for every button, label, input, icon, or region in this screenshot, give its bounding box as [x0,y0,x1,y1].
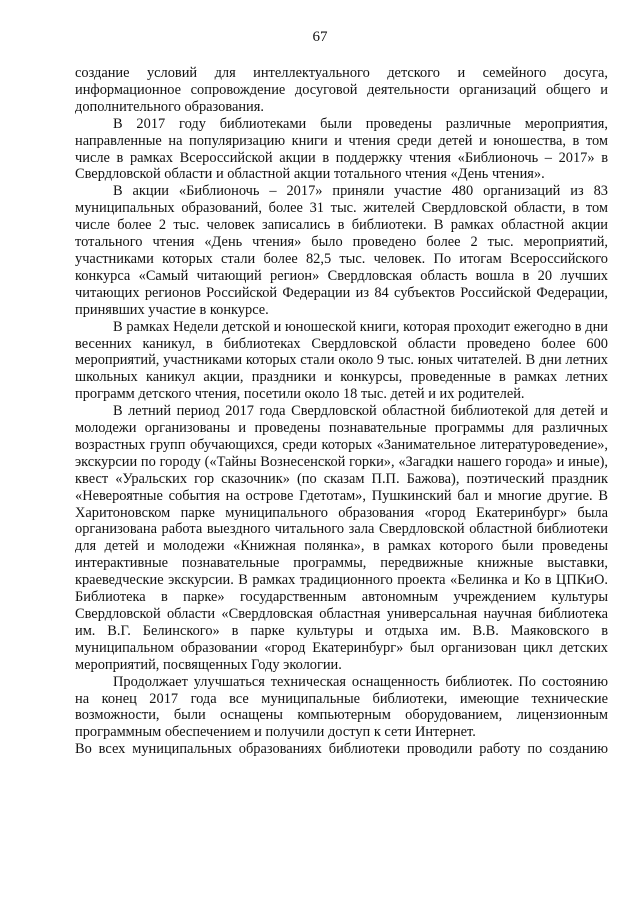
paragraph-3: В акции «Библионочь – 2017» приняли участие 480 организаций из 83 муниципальных образований, более 31 тыс. жителей Свердловской области, в том числе более 2 тыс. человек записались в библиотеки. В рамках областной акции тотального чтения «День чтения» было проведено более 2 тыс. мероприятий, участниками которых стали более 82,5 тыс. человек. По итогам Всероссийского конкурса «Самый читающий регион» Свердловская область вошла в 20 лучших читающих регионов Российской Федерации из 84 субъектов Российской Федерации, принявших участие в конкурсе. [75,183,608,318]
page-number: 67 [312,29,328,45]
paragraph-2: В 2017 году библиотеками были проведены различные мероприятия, направленные на популяризацию книги и чтения среди детей и юношества, в том числе в рамках Всероссийской акции в поддержку чтения «Библионочь – 2017» в Свердловской области и областной акции тотального чтения «День чтения». [75,115,608,183]
paragraph-5: В летний период 2017 года Свердловской областной библиотекой для детей и молодежи организованы и проведены познавательные программы для различных возрастных групп обучающихся, среди которых «Занимательное литературоведение», экскурсии по городу («Тайны Вознесенской горки», «Загадки нашего города» и иные), квест «Уральских гор сказочник» (по сказам П.П. Бажова), поэтический праздник «Невероятные события на острове Гдетотам», Пушкинский бал и многие другие. В Харитоновском парке муниципального образования «город Екатеринбург» была организована работа выездного читального зала Свердловской областной библиотеки для детей и молодежи «Книжная полянка», в рамках которого были проведены интерактивные познавательные программы, передвижные книжные выставки, краеведческие экскурсии. В рамках традиционного проекта «Белинка и Ко в ЦПКиО. Библиотека в парке» государственным автономным учреждением культуры Свердловской области «Свердловская областная универсальная научная библиотека им. В.Г. Белинского» в парке культуры и отдыха им. В.В. Маяковского в муниципальном образовании «город Екатеринбург» был организован цикл детских мероприятий, посвященных Году экологии. [75,403,608,673]
paragraph-1: создание условий для интеллектуального детского и семейного досуга, информационное сопровождение досуговой деятельности организаций общего и дополнительного образования. [75,65,608,115]
page-body [75,65,608,759]
paragraph-6: Продолжает улучшаться техническая оснащенность библиотек. По состоянию на конец 2017 года все муниципальные библиотеки, имеющие технические возможности, были оснащены компьютерным оборудованием, лицензионным программным обеспечением и получили доступ к сети Интернет. [75,673,608,741]
paragraph-7: Во всех муниципальных образованиях библиотеки проводили работу по созданию [75,741,608,758]
paragraph-4: В рамках Недели детской и юношеской книги, которая проходит ежегодно в дни весенних каникул, в библиотеках Свердловской области проведено более 600 мероприятий, участниками которых стали около 9 тыс. юных читателей. В дни летних школьных каникул акции, праздники и конкурсы, проведенные в рамках летних программ детского чтения, посетили около 18 тыс. детей и их родителей. [75,318,608,403]
